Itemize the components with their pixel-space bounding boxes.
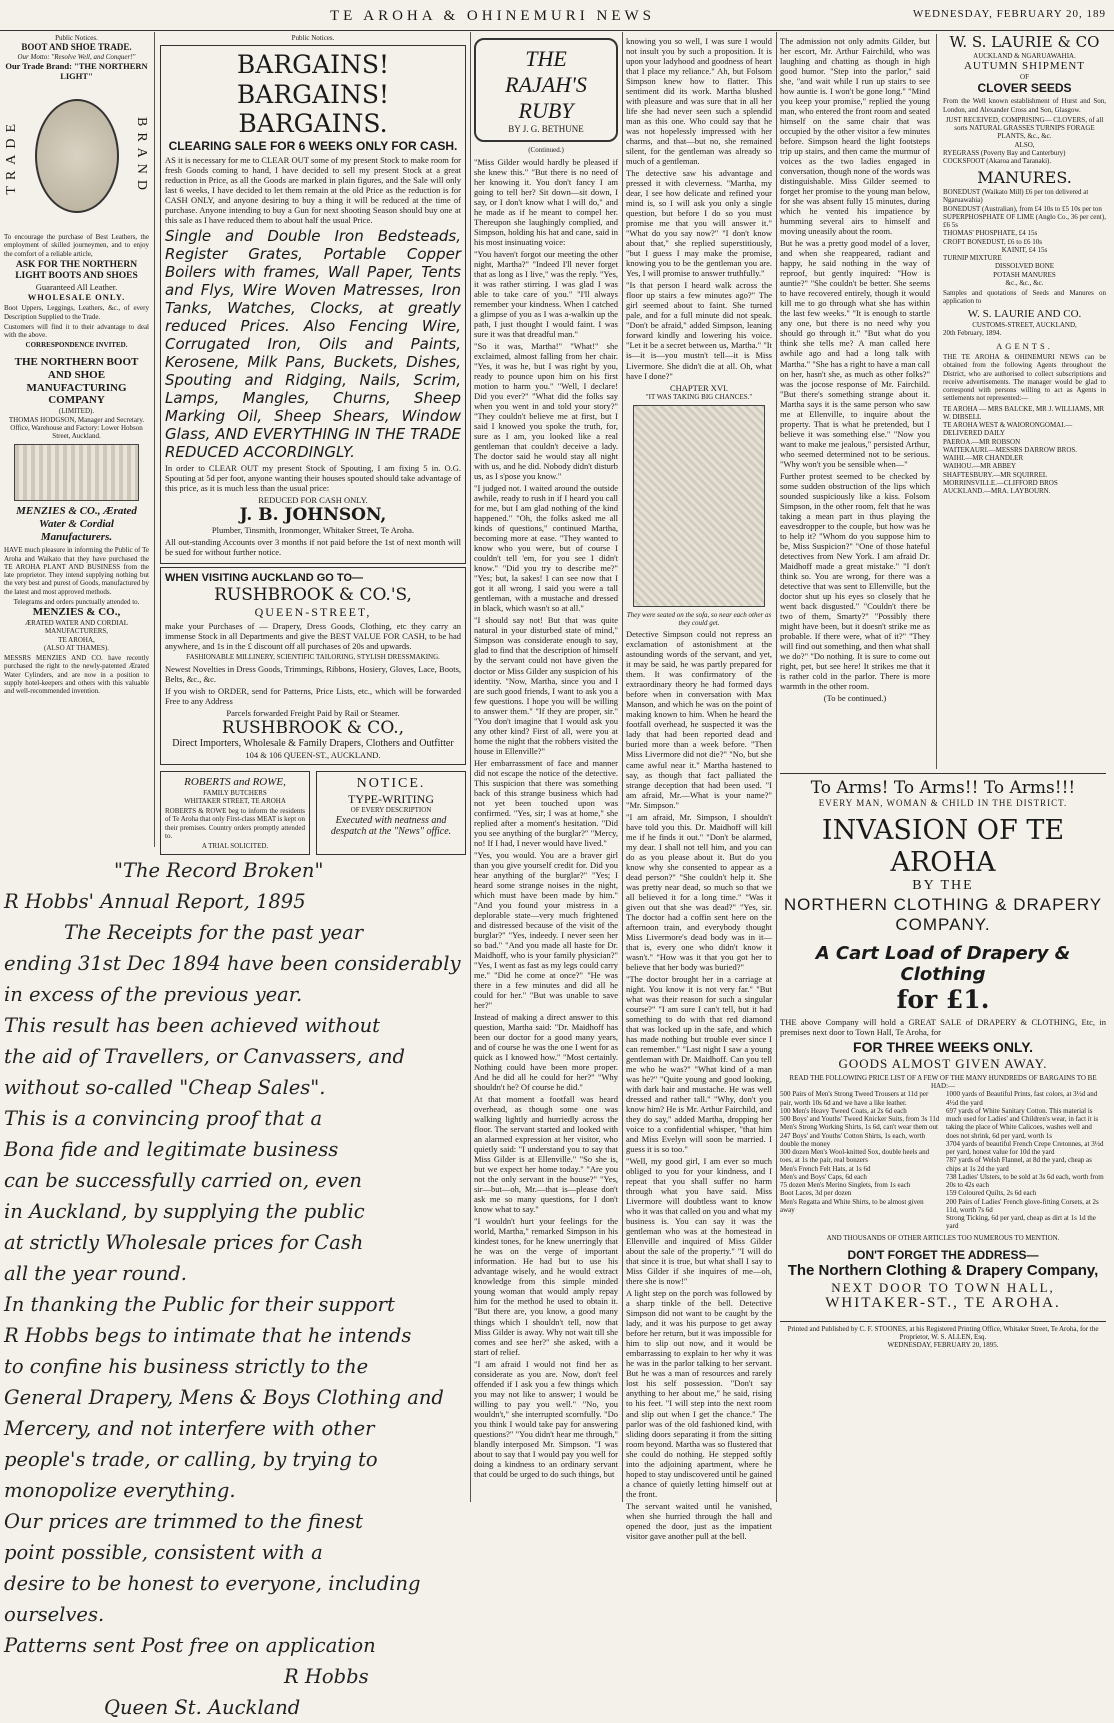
bargains-ad [160, 45, 466, 564]
for-one-pound: for £1. [896, 985, 990, 1015]
handwritten-line: desire to be honest to everyone, including [4, 1572, 421, 1595]
next-door: NEXT DOOR TO TOWN HALL, [831, 1279, 1055, 1295]
couple-on-sofa-illustration-icon [633, 405, 765, 607]
story-paragraph: "You haven't forgot our meeting the other night, Martha?" "Indeed I'll never forget that as long as I live," was the reply. "Yes, it was rather stirring. I was glad I was able to take care of you." "I'll always remember your kindness. When I catched a glimpse of you as I was a-walkin up the path, I just thought I would faint. I was sure it was that dreadful man." [474, 248, 618, 339]
queen-street: QUEEN-STREET, [254, 605, 372, 620]
handwritten-line: General Drapery, Mens & Boys Clothing and [4, 1386, 444, 1409]
agents-body: THE TE AROHA & OHINEMURI NEWS can be obtained from the following Agents throughout the District, who are authorised to collect subscriptions and receive advertisements. The manager would be glad to correspond with persons willing to act as Agents in settlements not represented:— [943, 353, 1106, 403]
illustration-caption: They were seated on the sofa, so near each other as they could get. [626, 610, 772, 628]
column-3-serial [474, 34, 618, 1502]
price-item: 300 dozen Men's Wool-knitted Sox, double heels and toes, at 1s the pair, real bonzers [780, 1148, 930, 1165]
bargains-headline-2: BARGAINS. [238, 109, 388, 139]
agent-entry: WAIHOU.—MR ABBEY [943, 462, 1017, 471]
story-paragraph: "I am afraid I would not find her as considerate as you are. Now, don't feel offended if I ask you a few things which you may not like to answer; I would be willing to pay you well." "No, you wouldn't," she interrupted scornfully. "Do you think I would take pay for answering questions?" "You didn't hear me through," blandly interposed Mr. Simpson. "I was about to say that I would pay you well for doing a kindness to an ordinary servant that could be urged to do such things, but [474, 1358, 618, 1479]
upper-row [780, 34, 1106, 769]
manure-item: BONEDUST (Australian), from £4 10s to £5 10s per ton [943, 204, 1102, 213]
handwritten-line: the aid of Travellers, or Canvassers, and [4, 1045, 406, 1068]
serial-author: BY J. G. BETHUNE [508, 123, 584, 134]
masthead [0, 0, 1114, 31]
column-rule [154, 32, 155, 847]
price-item: 100 Men's Heavy Tweed Coats, at 2s 6d each [780, 1106, 907, 1115]
manure-item: SUPERPHOSPHATE OF LIME (Anglo Co., 36 per cent), £6 5s [943, 212, 1106, 230]
invasion-headline: INVASION OF TE AROHA [821, 814, 1065, 878]
serial-title-logo [474, 38, 618, 142]
order-text: If you wish to ORDER, send for Patterns, Price Lists, etc., which will be forwarded Free to any Address [165, 685, 461, 706]
story-paragraph: Further protest seemed to be checked by some sudden obstruction of the lips which sounded suspiciously like a kiss. Folsom Simpson, in the other room, felt that he was taking a mean part in thus playing the eavesdropper to the couple, but how was he to help it? "Whom do you suppose him to be, Miss Suspicion?" "One of those hateful detectives from New York. I am afraid Dr. Maidhoff made a great mistake." "I don't think so. You are wrong, for there was a detective that was sent to Ellenville, but the doctor shut up his eyes so closely that he went back disgusted." "Couldn't there be two of them, Smarty?" "Possibly there might have been, but it doesn't strike me as probable. If there were, what of it?" "They will find out something, and then what shall we do?" "Do nothing. It is sure to come out right, pet, but see here! It strikes me that it is rather cold in the parlor. There is more warmth in the other room. [780, 470, 930, 691]
section-header: Public Notices. [291, 34, 335, 42]
price-item: 247 Boys' and Youths' Cotton Shirts, 1s each, worth double the money [780, 1131, 926, 1148]
price-item: Men's Regatta and White Shirts, to be almost given away [780, 1197, 924, 1214]
ad-customers: Customers will find it to their advantage to deal with the above. [4, 322, 149, 340]
lighthouse-emblem-icon [35, 99, 119, 213]
price-item: 697 yards of White Sanitary Cotton. This material is much used for Ladies' and Children's wear, in fact it is taking the place of White Calicoes, washes well and does not shrink, 6d per yard, worth 1s [946, 1106, 1099, 1140]
by-the: BY THE [912, 878, 974, 894]
clover-seeds: CLOVER SEEDS [977, 81, 1072, 96]
story-paragraph: The detective saw his advantage and pressed it with cleverness. "Martha, my dear, I see how delicate and refined your mind is, so I will ask you only a single question, but before I do so you must promise me that you will answer it." "What do you say now?" "I don't know about that," she replied superstitiously, "but I guess I may make the promise, knowing you to be the gentleman you are. Yes, I will promise to answer truthfully." [626, 168, 772, 279]
serial-continuation [780, 34, 930, 769]
story-paragraph: Instead of making a direct answer to this question, Martha said: "Dr. Maidhoff has been our doctor for a good many years, and of course he was the one I went for as quick as I knowed how." "Most certainly. Nothing could have been more proper. And he did all he could for her?" "Why shouldn't he? Of course he did." [474, 1012, 618, 1093]
column-rule [936, 34, 937, 769]
story-paragraph: "Yes, you would. You are a braver girl than you give yourself credit for. Did you hear anything of the burglar?" "Yes; I heard some strange noises in the night, which must have been made by him." "And you found your mistress in a deplorable state—very much frightened and distressed because of the visit of the burglar?" "Yes, indeedy. I never seen her so bad." "And you made all haste for Dr. Maidhoff, who is your family physician?" "Yes, I went as fast as my legs could carry me." "Did he come at once?" "He was there in a few minutes and did all he could for her." "But was unable to save her?" [474, 849, 618, 1011]
ad-body: To encourage the purchase of Best Leathers, the employment of skilled journeymen, and to enjoy the comfort of a reliable article, [4, 233, 149, 258]
story-paragraph: "I judged not. I waited around the outside awhile, ready to rush in if I heard you call for me, but I am glad nothing of the kind happened." "Oh, the folks asked me all kinds of questions," continued Martha, becoming more at ease. "They wanted to know who you were, but of course I couldn't tell 'em, for you see I didn't know." "Did you try to describe me?" "Yes; but, la sakes! I can see now that I got it all wrong. I said you were a tall gentleman, with a mustache and dressed in black, which wasn't so at all." [474, 483, 618, 614]
handwritten-line: Our prices are trimmed to the finest [4, 1510, 363, 1533]
dont-forget: DON'T FORGET THE ADDRESS— [847, 1247, 1039, 1262]
handwritten-line: monopolize everything. [4, 1479, 236, 1502]
price-item: 500 Boys' and Youths' Tweed Knicker Suits, from 3s 11d [780, 1115, 940, 1124]
ad-uppers: Boot Uppers, Leggings, Leathers, &c., of every Description Supplied to the Trade. [4, 304, 149, 321]
menzies-telegrams: Telegrams and orders punctually attended to. [13, 597, 140, 606]
manure-item: THOMAS' PHOSPHATE, £4 15s [943, 229, 1038, 238]
handwritten-line: in excess of the previous year. [4, 983, 303, 1006]
story-paragraph: The admission not only admits Gilder, but her escort, Mr. Arthur Fairchild, who was laughing and chatting as though in high good humor. "Step into the parlor," said she, "and wait while I run up stairs to see how auntie is. I won't be gone long." "Mind you keep your promise," replied the young man, who entered the front room and seated himself on the same chair that was occupied by the other visitor a few minutes before. Simpson heard the light footsteps trip up stairs, and then came the murmur of voices as the two ladies engaged in conversation, though none of the words was distinguishable. Miss Gilder seemed to forget her promise to the young man below, for she was absent fully 15 minutes, during which he vented his impatience by humming several airs to himself and moving uneasily about the room. [780, 36, 930, 237]
cocksfoot: COCKSFOOT (Akaroa and Taranaki). [943, 157, 1052, 166]
manure-item: POTASH MANURES [993, 270, 1056, 279]
chapter-subtitle: "IT WAS TAKING BIG CHANCES." [645, 392, 753, 401]
price-item: 1000 yards of Beautiful Prints, fast colors, at 3½d and 4½d the yard [946, 1090, 1098, 1107]
laurie2-address: CUSTOMS-STREET, AUCKLAND, [972, 320, 1077, 329]
agent-entry: WAIHI.—MR CHANDLER [943, 454, 1024, 463]
items-list: Single and Double Iron Bedsteads, Register Grates, Portable Copper Boilers with frames, Wall Paper, Tents and Flys, Wire Woven Matresses, Iron Tanks, Watches, Clocks, at greatly reduced Prices. Also Fencing Wire, Corrugated Iron, Oils and Paints, Kerosene, Milk Pans, Buckets, Dishes, Spouting and Ridging, Nails, Scrim, Lamps, Mangles, Churns, Sheep Marking Oil, Sheep Shears, Window Glass, AND EVERYTHING IN THE TRADE REDUCED ACCORDINGLY. [165, 227, 461, 462]
handwritten-line: ending 31st Dec 1894 have been considerably [4, 952, 461, 975]
ad-wholesale: WHOLESALE ONLY. [27, 292, 126, 303]
handwritten-line: Mercery, and not interfere with other [4, 1417, 375, 1440]
story-paragraph: At that moment a footfall was heard overhead, as though some one was walking lightly and hurriedly across the floor. The servant started and looked with an alarmed expression at her visitor, who quietly said: "I understand you to say that Miss Gilder is at Ellenville." "So she is, but we expect her home today." "Are you not the only servant in the house?" "Yes, sir—but—oh, Mr.—that is—please don't ask me so many questions, for I don't know what to say." [474, 1094, 618, 1215]
laurie-and-agents [943, 34, 1106, 769]
price-item: Men's Strong Working Shirts, 1s 6d, can't wear them out [780, 1123, 938, 1132]
handwritten-line: Patterns sent Post free on application [4, 1634, 376, 1657]
price-item: Men's and Boys' Caps, 6d each [780, 1172, 867, 1181]
price-item: 500 Pairs of Men's Strong Tweed Trousers at 11d per pair, worth 10s 6d and we have a like leather. [780, 1090, 929, 1107]
typewriting-title: TYPE-WRITING [348, 792, 434, 807]
agent-entry: WAITEKAURI.—MESSRS DARROW BROS. [943, 445, 1078, 454]
price-list-right [946, 1090, 1106, 1230]
price-item: 75 dozen Men's Merino Singlets, from 1s each [780, 1181, 911, 1190]
printer-imprint: Printed and Published by C. F. STOONES, at his Registered Printing Office, Whitaker Street, Te Aroha, for the Proprietor, W. S. ALLEN, Esq. [780, 1321, 1106, 1342]
typewriting-sub: OF EVERY DESCRIPTION [350, 806, 432, 815]
spouting-text: In order to CLEAR OUT my present Stock of Spouting, I am fixing 5 in. O.G. Spouting at 5d per foot, anyone wanting their houses spouted should take advantage of this price, as it is much less than the usual price: [165, 463, 461, 494]
agent-entry: TE AROHA WEST & WAIORONGOMAI.—DELIVERED DAILY [943, 421, 1073, 438]
agent-entry: PAEROA.—MR ROBSON [943, 437, 1021, 446]
column-rule [470, 32, 471, 1502]
column-2 [160, 34, 466, 849]
issue-date: WEDNESDAY, FEBRUARY 20, 189 [912, 8, 1106, 20]
rushbrook2-sub: Direct Importers, Wholesale & Family Drapers, Clothers and Outfitter [172, 737, 454, 749]
price-item: 738 Ladies' Ulsters, to be sold at 3s 6d each, worth from 20s to 42s each [946, 1172, 1104, 1190]
ad-title: BOOT AND SHOE TRADE. [21, 42, 132, 53]
story-paragraph: "So it was, Martha!" "What!" she exclaimed, almost falling from her chair. "Yes, it was he, but I was right by you, ready to pounce upon him on his first motion to harm you." "Well, I declare! Did you ever?" "What did the folks say when you went in and told your story?" "They couldn't believe me at first, but I said I knowed you spoke the truth, for, sure as I am, you looked like a real gentleman that couldn't deceive a lady. The doctor said he would stay all night with us, and he did. Nobody didn't disturb us, as I s'pose you know." [474, 341, 618, 482]
price-item: 159 Coloured Quilts, 2s 6d each [946, 1189, 1037, 1198]
roberts-body: ROBERTS & ROWE beg to inform the residents of Te Aroha that only First-class MEAT is kept on their premises. Country orders promptly attended to. [165, 807, 305, 840]
ad-brand: Our Trade Brand: "THE NORTHERN LIGHT" [5, 61, 148, 82]
laurie2-date: 20th February, 1894. [943, 328, 1002, 337]
handwritten-line: "The Record Broken" [114, 859, 324, 882]
bottom-ads-row [160, 768, 466, 859]
handwritten-line: can be successfully carried on, even [4, 1169, 362, 1192]
trade-brand-emblem [4, 81, 149, 231]
column-rule [622, 32, 623, 1502]
ad-guarantee: Guaranteed All Leather. [35, 282, 118, 293]
story-paragraph: Her embarrassment of face and manner did not escape the notice of the detective. This suspicion that there was something back of this strange business which had not yet been touched upon was confirmed. "Yes, sir; I was at home," she replied after a moment's hesitation. "Did you see anything of the burglar?" "Mercy, no! If I had, I never would have lived." [474, 757, 618, 848]
handwritten-line: Bona fide and legitimate business [4, 1138, 339, 1161]
laurie2-title: W. S. LAURIE AND CO. [967, 307, 1082, 320]
agent-entry: AUCKLAND.—MRA. LAYBOURN. [943, 487, 1051, 496]
handwritten-line: In thanking the Public for their support [4, 1293, 395, 1316]
handwritten-signature: R Hobbs [284, 1665, 369, 1688]
column-5 [780, 34, 1106, 1502]
manure-item: KAINIT, £4 15s [1001, 245, 1048, 254]
to-arms: To Arms! To Arms!! To Arms!!! [810, 778, 1076, 798]
ad-correspondence: CORRESPONDENCE INVITED. [25, 341, 128, 350]
laurie-location: AUCKLAND & NGARUAWAHIA. [973, 51, 1076, 60]
read-price-list: READ THE FOLLOWING PRICE LIST OF A FEW OF THE MANY HUNDREDS OF BARGAINS TO BE HAD:— [789, 1073, 1097, 1091]
handwritten-line: R Hobbs' Annual Report, 1895 [4, 890, 306, 913]
column-4-serial [626, 34, 772, 1541]
menzies2-title: MENZIES & CO., [32, 606, 121, 619]
ncdc-name-2: The Northern Clothing & Drapery Company, [787, 1261, 1099, 1279]
every-man: EVERY MAN, WOMAN & CHILD IN THE DISTRICT. [818, 798, 1068, 809]
visiting-auckland: WHEN VISITING AUCKLAND GO TO— [165, 572, 363, 585]
cartload-headline: A Cart Load of Drapery & Clothing [815, 942, 1071, 986]
sale-body: THE above Company will hold a GREAT SALE of DRAPERY & CLOTHING, Etc, in premises next door to Town Hall, Te Aroha, for [780, 1016, 1106, 1037]
price-item: Men's French Felt Hats, at 1s 6d [780, 1164, 871, 1173]
chapter-heading: CHAPTER XVI. [669, 382, 729, 393]
agent-entry: MORRINSVILLE.—CLIFFORD BROS [943, 478, 1058, 487]
parcels-text: Parcels forwarded Freight Paid by Rail or Steamer. [226, 707, 400, 718]
story-paragraph: "I wouldn't hurt your feelings for the world, Martha," remarked Simpson in his kindest tones, for he knew unerringly that he was on the verge of important information. He had but to use his advantage wisely, and he would extract knowledge from this simple minded young woman that would amply repay him for the method he used to obtain it. "But there are, you know, a good many things which I shouldn't tell, now that Miss Gilder is away. Why not wait till she comes and see her?" she asked, with a start of relief. [474, 1216, 618, 1357]
rushbrook-ad [160, 567, 466, 764]
ncdc-name: NORTHERN CLOTHING & DRAPERY COMPANY. [783, 894, 1103, 934]
agents-title: AGENTS. [996, 341, 1053, 352]
story-paragraph: But he was a pretty good model of a lover, and when she reappeared, radiant and happy, he said nothing in the way of reproof, but gently inquired: "How is auntie?" "She couldn't be better. She seems to have recovered entirely, though it would kill me to go through what she has within the last few weeks." "It is enough to startle any one, but there is no need why you should go through it." "But what do you think she tells me? A man called here awhile ago and had a long talk with Martha." "She has a right to have a man call on her, hasn't she, as much as other folks?" was the jocose response of Mr. Fairchild. "But there's something strange about it. Martha says it is the same person who saw me at Ellenville, to inquire about the property. That is what he pretended, but I believe it was something else." "Now you want to make me jealous," persisted Arthur, who seemed determined not to be serious. "Why won't you be sensible when—" [780, 238, 930, 469]
company-title: THE NORTHERN BOOT AND SHOE MANUFACTURING COMPANY [14, 355, 139, 407]
rushbrook-body: make your Purchases of — Drapery, Dress Goods, Clothing, etc they carry an immense Stock in all Departments and give the BEST VALUE FOR CASH, to be had anywhere, and 1s in the £ discount off all purchases of 20s and upwards. [165, 621, 461, 652]
section-header: Public Notices. [55, 34, 98, 42]
rushbrook2-address: 104 & 106 QUEEN-ST., AUCKLAND. [245, 749, 381, 760]
rushbrook2-name: RUSHBROOK & CO., [221, 717, 405, 738]
handwritten-line: at strictly Wholesale prices for Cash [4, 1231, 364, 1254]
manure-item: CROFT BONEDUST, £6 to £6 10s [943, 237, 1042, 246]
of-label: OF [1020, 72, 1029, 81]
story-paragraph: A light step on the porch was followed by a sharp tinkle of the bell. Detective Simpson did not want to be caught by the lady, and it was his purpose to get away before her return, but it was impossible for him to slip out now, and it would be embarrassing to explain to her why it was he was in the parlor talking to her servant. But he was a man of resources and rarely lost his self possession. "Don't say anything to her about me," he said, rising to his feet. "I will step into the next room and slip out when I get the chance." The parlor was of the old fashioned kind, with sliding doors separating it from the sitting room beyond. Martha was so flustered that she could do nothing. He stepped softly into the adjoining apartment, where he hoped to stay undiscovered until he gained a chance of quietly letting himself out at the front. [626, 1288, 772, 1499]
handwritten-line: in Auckland, by supplying the public [4, 1200, 365, 1223]
story-paragraph: "I am afraid, Mr. Simpson, I shouldn't have told you this. Dr. Maidhoff will kill me if he finds it out." "Don't be alarmed, my dear. I shall not tell him, and you can do as you please about it. But do you know why she consented to appear as a dead person?" "She couldn't help it. She was pretty near dead, so much so that we all believed it for a long time." "Was it given out that she was dead?" "Yes, sir. The doctor had a coffin sent here on the afternoon train, and everybody thought Miss Livermore's dead body was in it—that is, every one who didn't know it wasn't." "How was it that you got her to believe that her body was buried?" [626, 811, 772, 972]
manure-item: BONEDUST (Waikato Mill) £6 per ton delivered at Ngaruawahia) [943, 188, 1089, 205]
ad-motto: Our Motto: "Resolve Well, and Conquer!" [17, 52, 136, 61]
to-be-continued: (To be continued.) [823, 693, 887, 704]
story-paragraph: "I should say not! But that was quite natural in your disturbed state of mind," Simpson was considerate enough to say, glad to find that the description of himself by the servant could not have given the doctor or Miss Gilder any suspicion of his identity. "Now, Martha, since you and I are such good friends, I want to ask you a few questions. I hope you will be willing to answer them." "If they are proper, sir." "You don't imagine that I would ask you any other kind? First of all, were you at home the night that the robbers visited the house in Ellenville?" [474, 615, 618, 756]
laurie-body: From the Well known establishment of Hurst and Son, London, and Alexander Cross and Son, Glasgow. [943, 97, 1106, 114]
clearing-sale: CLEARING SALE FOR 6 WEEKS ONLY FOR CASH. [168, 138, 458, 153]
bottles-illustration-icon [14, 444, 139, 501]
also-label: ALSO, [1014, 140, 1035, 149]
agent-entry: SHAFTESBURY.—MR SQUIRREL [943, 470, 1048, 479]
rushbrook-name: RUSHBROOK & CO.'S, [214, 585, 412, 606]
clearing-body: AS it is necessary for me to CLEAR OUT some of my present Stock to make room for fresh Goods coming to hand, I have decided to sell my present Stock at a great reduction in Price, as all the Goods are marked in plain figures, and the Sale will only last 6 weeks, I have decided to let them remain at the old Price as the reduction is for CASH ONLY, and anyone desiring to buy a thing it will be reduced at the time of purchase. Anyone intending to buy a Gun for next shooting Season should buy one at this sale as I have reduced them to about half the usual Price. [165, 154, 461, 225]
newspaper-title: TE AROHA & OHINEMURI NEWS [330, 8, 655, 24]
typewriting-body: Executed with neatness and despatch at the "News" office. [330, 814, 452, 838]
manure-item: TURNIP MIXTURE [943, 254, 1002, 263]
johnson-trade: Plumber, Tinsmith, Ironmonger, Whitaker Street, Te Aroha. [211, 525, 415, 536]
whitaker-st: WHITAKER-ST., TE AROHA. [825, 1295, 1061, 1311]
story-paragraph: The servant waited until he vanished, when she hurried through the hall and opened the door, just as the impatient visitor gave another pull at the bell. [626, 1500, 772, 1541]
company-manager: THOMAS HODGSON, Manager and Secretary. [8, 415, 145, 424]
price-item: Strong Ticking, 6d per yard, cheap as dirt at 1s 1d the yard [946, 1214, 1096, 1231]
menzies-body: HAVE much pleasure in informing the Public of Te Aroha and Waikato that they have purchased the TE AROHA PLANT AND BUSINESS from the late proprietor. They intend supplying nothing but the very best and purest of Goods, manufactured by the latest and most approved methods. [4, 546, 149, 596]
story-paragraph: "Miss Gilder would hardly be pleased if she knew this." "But there is no need of her knowing it. You don't fancy I am going to tell her? Sit down—sit down, I say, or I don't know what I will do," and he made as if he meant to compel her. Thereupon she laughingly complied, and Simpson, holding his hat and cane, said in his most insinuating voice: [474, 156, 618, 247]
column-rule [776, 32, 777, 1502]
price-list-left [780, 1090, 940, 1230]
johnson-note: All out-standing Accounts over 3 months if not paid before the 1st of next month will be sued for without further notice. [165, 537, 461, 558]
notice-title: NOTICE. [356, 775, 426, 791]
roberts-address: WHITAKER STREET, TE AROHA [184, 796, 286, 805]
handwritten-line: R Hobbs begs to intimate that he intends [4, 1324, 412, 1347]
story-paragraph: knowing you so well, I was sure I would not insult you by such a proposition. It is upon your ladyhood and goodness of heart that I place my reliance." Ah, but Folsom Simpson knew how to flatter. This sentiment did its work. Martha blushed with pleasure and was sure that in all her life she had never seen such a splendid man as this one. Who could say that he was not hopelessly impressed with her charms, and that—but no, she remained silent, for the gentleman was already so much of a gentleman. [626, 36, 772, 167]
handwritten-line: The Receipts for the past year [64, 921, 364, 944]
laurie-title: W. S. LAURIE & CO [949, 33, 1100, 51]
price-list [780, 1090, 1106, 1230]
imprint-date: WEDNESDAY, FEBRUARY 20, 1895. [887, 1341, 999, 1350]
johnson-name: J. B. JOHNSON, [239, 505, 387, 526]
handwritten-line: ourselves. [4, 1603, 105, 1626]
roberts-title: ROBERTS and ROWE, [184, 775, 286, 788]
trade-label: TRADE [4, 117, 19, 195]
price-item: Boot Laces, 3d per dozen [780, 1189, 852, 1198]
handwritten-line: people's trade, or calling, by trying to [4, 1448, 378, 1471]
price-item: 787 yards of Welsh Flannel, at 8d the yard, cheap as chips at 1s 2d the yard [946, 1156, 1092, 1173]
brand-label: BRAND [134, 116, 149, 196]
thousands-articles: AND THOUSANDS OF OTHER ARTICLES TOO NUMEROUS TO MENTION. [826, 1233, 1060, 1242]
handwritten-line: Queen St. Auckland [104, 1696, 301, 1719]
story-paragraph: "Well, my good girl, I am ever so much obliged to you for your kindness, and I repeat that you shall suffer no harm through what you have said. Miss Livermore will doubtless want to know who it was that called on you and what my business is. You can say it was the gentleman who was at the homestead in Ellenville and inquired of Miss Gilder about the sale of the property." "I will do that since it is true, but what shall I say to Miss Gilder if she inquires of me—oh, there she is now!" [626, 1156, 772, 1287]
company-ltd: (LIMITED). [58, 407, 95, 416]
handwritten-line: This result has been achieved without [4, 1014, 380, 1037]
autumn-shipment: AUTUMN SHIPMENT [963, 59, 1086, 72]
price-item: 3704 yards of beautiful French Crepe Cretonnes, at 3½d per yard, honest value for 10d the yard [946, 1139, 1104, 1157]
just-received: JUST RECEIVED, COMPRISING— CLOVERS, of all sorts NATURAL GRASSES TURNIPS FORAGE PLANTS, &c., &c. [945, 115, 1104, 141]
samples-text: Samples and quotations of Seeds and Manures on application to [943, 289, 1106, 306]
roberts-trial: A TRIAL SOLICITED. [201, 842, 269, 851]
roberts-sub: FAMILY BUTCHERS [203, 788, 267, 797]
goods-given-away: GOODS ALMOST GIVEN AWAY. [838, 1055, 1048, 1071]
handwritten-line: to confine his business strictly to the [4, 1355, 369, 1378]
handwritten-line: point possible, consistent with a [4, 1541, 323, 1564]
three-weeks: FOR THREE WEEKS ONLY. [853, 1038, 1033, 1055]
continued-label: (Continued.) [528, 146, 564, 155]
column-1 [4, 34, 149, 844]
manure-item: &c., &c., &c. [1005, 278, 1044, 287]
menzies2-also: (ALSO AT THAMES). [44, 643, 109, 652]
company-office: Office, Warehouse and Factory: Lower Hobson Street, Auckland. [10, 423, 143, 441]
novelties: Newest Novelties in Dress Goods, Trimmings, Ribbons, Hosiery, Gloves, Lace, Boots, Belts, &c., &c. [165, 663, 461, 684]
handwritten-line: This is a convincing proof that a [4, 1107, 323, 1130]
handwritten-line: without so-called "Cheap Sales". [4, 1076, 326, 1099]
menzies2-sub: ÆRATED WATER AND CORDIAL MANUFACTURERS, [24, 619, 129, 636]
manure-item: DISSOLVED BONE [994, 262, 1055, 271]
handwritten-line: all the year round. [4, 1262, 187, 1285]
serial-title: THE RAJAH'S RUBY [505, 46, 587, 123]
agent-entry: TE AROHA — MRS BALCKE, MR J. WILLIAMS, MR W. DIBSELL [943, 404, 1105, 421]
story-paragraph: Detective Simpson could not repress an exclamation of astonishment at the astounding words of the servant, and yet, it may be said, he was partly prepared for them. It was confirmatory of the extraordinary theory he had formed days before when in conversation with Max Manson, and which he was on the point of making known to him. When he heard the footfall overhead, he suspected it was the lady that had been reported dead and buried more than a week before. "Then Miss Livermore did not die?" "No, but she came awful near it." Martha hastened to say, as though that fact palliated the strange deception that had been used. "I am afraid, Mr.—What is your name?" "Mr. Simpson." [626, 629, 772, 810]
menzies-title: MENZIES & CO., Ærated Water & Cordial Manufacturers. [16, 505, 137, 544]
story-paragraph: "The doctor brought her in a carriage at night. You know it is not very far." "But what was their reason for such a singular course?" "I am sure I can't tell, but it had something to do with that red diamond that was locked up in the safe, and which has made nothing but trouble ever since I can remember." "Last night I saw a young gentleman with Dr. Maidhoff. Can you tell me who he was?" "What kind of a man was he?" "Quite young and good looking, with dark hair and mustache. He was well dressed and rather tall." "Why, don't you know him? He is Mr. Arthur Fairchild, and they do say," added Martha, dropping her voice to a confidential whisper, "that him and Miss Evelyn will soon be married. I guess it is so too." [626, 973, 772, 1155]
menzies2-body: MESSRS MENZIES AND CO. have recently purchased the right to the newly-patented Ærated Water Cylinders, and are now in a position to supply hotel-keepers and others with this valuable and well-recommended invention. [4, 654, 149, 696]
story-paragraph: "Is that person I heard walk across the floor up stairs a few minutes ago?" The girl seemed about to faint. She turned pale, and for a full minute did not speak. "Don't be afraid," added Simpson, leaning forward kindly and lowering his voice. "Let it be a secret between us, Martha." "It is—it is—you mustn't tell—it is Miss Livermore. She didn't die at all. Oh, what have I done?" [626, 280, 772, 381]
reduced-cash: REDUCED FOR CASH ONLY. [258, 495, 368, 506]
ncdc-ad [780, 773, 1106, 1349]
handwritten-letter [4, 855, 466, 1719]
ryegrass: RYEGRASS (Poverty Bay and Canterbury) [943, 148, 1066, 157]
manures-title: MANURES. [977, 168, 1072, 188]
typewriting-ad [316, 771, 466, 856]
ad-ask: ASK FOR THE NORTHERN LIGHT BOOTS AND SHOES [15, 259, 138, 282]
bargains-headline: BARGAINS! BARGAINS! [236, 50, 390, 109]
price-item: 200 Pairs of Ladies' French glove-fitting Corsets, at 2s 11d, worth 7s 6d [946, 1197, 1099, 1214]
roberts-rowe-ad [160, 771, 310, 856]
menzies2-place: TE AROHA, [58, 635, 95, 644]
rushbrook-services: FASHIONABLE MILLINERY, SCIENTIFIC TAILORING, STYLISH DRESSMAKING. [186, 653, 440, 662]
